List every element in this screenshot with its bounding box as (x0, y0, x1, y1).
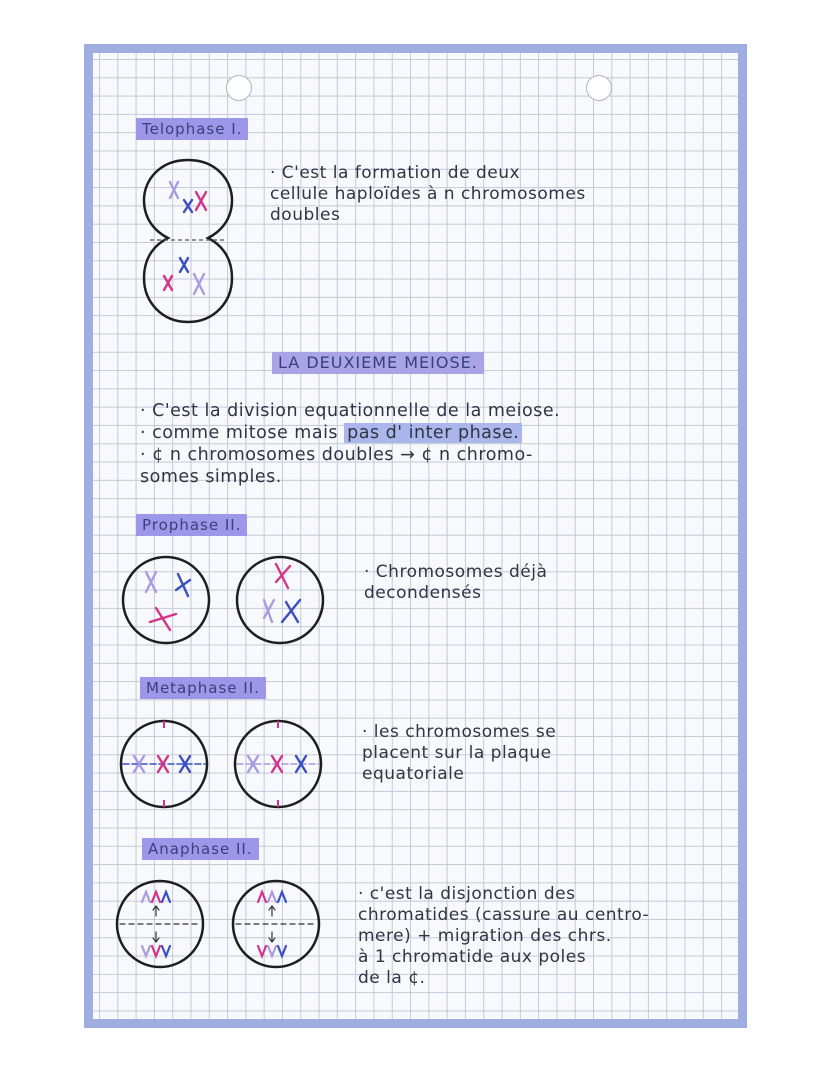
telophase-title: Telophase I. (136, 118, 248, 140)
chromosome (196, 192, 206, 210)
bullet-line: · C'est la division equationnelle de la meiose. (140, 401, 561, 421)
telophase-cells-diagram (140, 158, 236, 324)
telophase-note: · C'est la formation de deux cellule haploïdes à n chromosomes doubles (270, 163, 586, 225)
chromosome (150, 608, 176, 630)
bullet-line: somes simples. (140, 467, 282, 487)
prophase-note: · Chromosomes déjà decondensés (364, 562, 548, 603)
binder-hole-right (586, 75, 612, 101)
arrow-up-icon (269, 906, 275, 916)
chromatid (268, 946, 276, 956)
chromatid (258, 946, 266, 956)
chromatid (278, 946, 286, 956)
chromosome (146, 572, 156, 592)
dividing-cell-outline (144, 160, 232, 322)
chromatid (152, 946, 160, 956)
metaphase-cells-diagram (118, 716, 328, 812)
bullet-line: · ¢ n chromosomes doubles → ¢ n chromo- (140, 445, 533, 465)
bullet-line: · comme mitose mais pas d' inter phase. (140, 422, 560, 444)
binder-hole-left (226, 75, 252, 101)
chromosome (164, 276, 172, 290)
anaphase-cells-diagram (114, 876, 326, 972)
arrow-down-icon (153, 932, 159, 942)
chromatid (258, 892, 266, 902)
chromosome (184, 200, 192, 212)
arrow-down-icon (269, 932, 275, 942)
metaphase-title: Metaphase II. (140, 677, 266, 699)
chromosome (194, 274, 204, 294)
chromosome (282, 600, 300, 622)
section-title-deuxieme-meiose: LA DEUXIEME MEIOSE. (272, 352, 484, 374)
chromatid (142, 892, 150, 902)
anaphase-title: Anaphase II. (142, 838, 259, 860)
prophase-title: Prophase II. (136, 514, 247, 536)
chromatid (162, 892, 170, 902)
chromatid (278, 892, 286, 902)
chromosome (170, 182, 178, 198)
chromatid (268, 892, 276, 902)
anaphase-note: · c'est la disjonction des chromatides (cassure au centro- mere) + migration des chrs. à 1 chromatide aux poles de la ¢. (358, 884, 650, 988)
chromosome (264, 600, 274, 622)
chromatid (162, 946, 170, 956)
chromatid (152, 892, 160, 902)
chromosome (180, 258, 188, 272)
metaphase-note: · les chromosomes se placent sur la plaque equatoriale (362, 722, 557, 784)
arrow-up-icon (153, 906, 159, 916)
highlighted-text: pas d' inter phase. (344, 423, 522, 443)
cell-outline (123, 557, 209, 643)
deuxieme-meiose-notes (140, 400, 560, 488)
chromosome (176, 574, 190, 596)
chromatid (142, 946, 150, 956)
chromosome (276, 564, 290, 588)
prophase-cells-diagram (120, 552, 330, 648)
